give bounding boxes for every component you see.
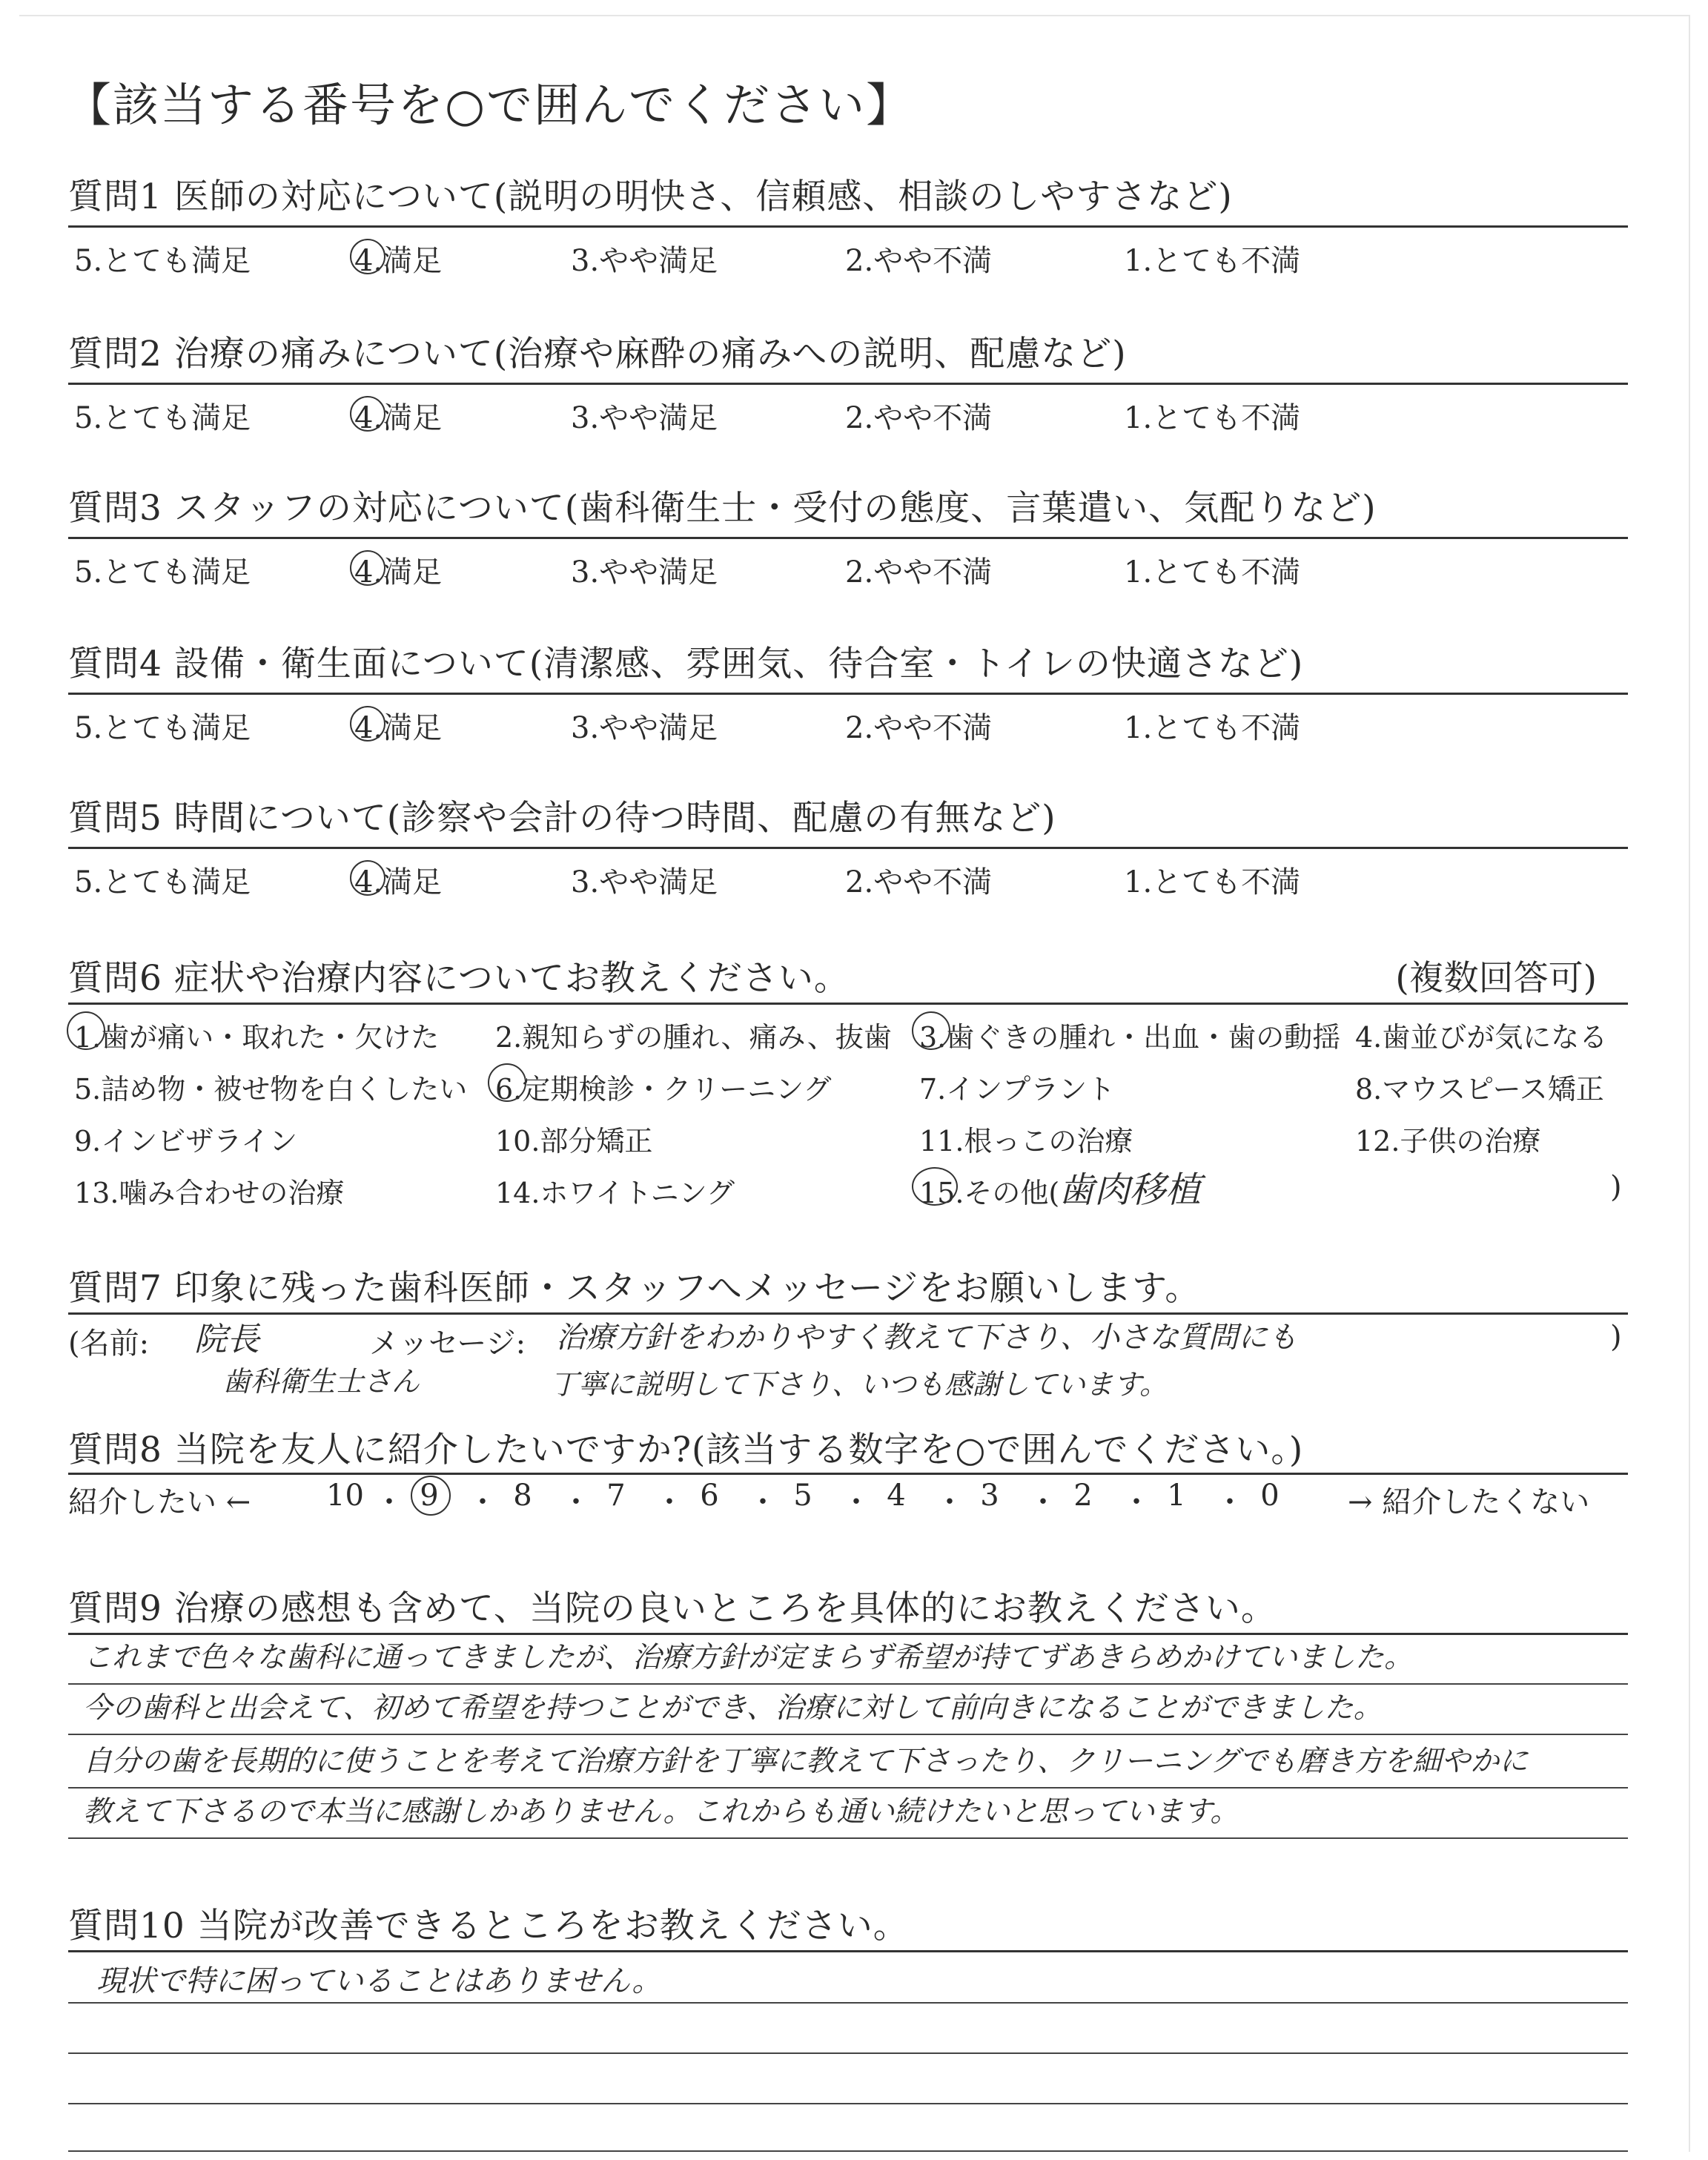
- q2-option-2[interactable]: 2.やや不満: [845, 401, 993, 435]
- q8-rule: [68, 1473, 1628, 1475]
- q6-option-9[interactable]: 9.インビザライン: [74, 1125, 298, 1157]
- q6-other-text: 歯肉移植: [1059, 1169, 1202, 1211]
- q1-option-2[interactable]: 2.やや不満: [845, 244, 993, 278]
- q3-rule: [68, 537, 1628, 539]
- q10-answer-line-1: 現状で特に困っていることはありません。: [96, 1964, 662, 1998]
- q4-title: 質問4 設備・衛生面について(清潔感、雰囲気、待合室・トイレの快適さなど): [68, 644, 1304, 684]
- q6-option-13[interactable]: 13.噛み合わせの治療: [74, 1177, 345, 1209]
- selected-circle-mark: [350, 860, 385, 896]
- q8-number-4[interactable]: 4: [887, 1479, 906, 1513]
- q7-message-line-2: 丁寧に説明して下さり、いつも感謝しています。: [550, 1368, 1168, 1401]
- q8-number-1[interactable]: 1: [1167, 1479, 1186, 1513]
- q9-answer-line-1: これまで色々な歯科に通ってきましたが、治療方針が定まらず希望が持てずあきらめかけていました。: [83, 1641, 1414, 1674]
- selected-circle-mark: [912, 1011, 950, 1050]
- q8-number-2[interactable]: 2: [1073, 1479, 1093, 1513]
- q2-option-5[interactable]: 5.とても満足: [74, 401, 251, 435]
- q6-option-6[interactable]: 6.定期検診・クリーニング: [495, 1073, 832, 1106]
- q6-option-5[interactable]: 5.詰め物・被せ物を白くしたい: [74, 1073, 468, 1106]
- scale-separator-dot: ・: [561, 1485, 591, 1519]
- q4-option-5[interactable]: 5.とても満足: [74, 711, 251, 745]
- selected-circle-mark: [411, 1476, 451, 1516]
- q7-message-label: メッセージ:: [369, 1327, 526, 1361]
- q3-option-3[interactable]: 3.やや満足: [571, 555, 718, 589]
- answer-rule: [68, 1837, 1628, 1839]
- answer-rule: [68, 1734, 1628, 1735]
- q7-close-paren: ): [1610, 1320, 1622, 1354]
- q8-number-9[interactable]: 9: [420, 1479, 439, 1513]
- q8-right-label: → 紹介したくない: [1348, 1485, 1590, 1519]
- selected-circle-mark: [350, 239, 385, 274]
- q7-name-2: 歯科衛生士さん: [222, 1365, 420, 1398]
- q6-option-15[interactable]: 15.その他(: [919, 1177, 1060, 1209]
- selected-circle-mark: [67, 1011, 105, 1050]
- q6-option-8[interactable]: 8.マウスピース矯正: [1355, 1073, 1604, 1106]
- q2-option-1[interactable]: 1.とても不満: [1124, 401, 1301, 435]
- q8-number-5[interactable]: 5: [793, 1479, 812, 1513]
- selected-circle-mark: [912, 1167, 958, 1206]
- q6-title: 質問6 症状や治療内容についてお教えください。: [68, 958, 850, 999]
- q8-number-10[interactable]: 10: [326, 1479, 364, 1513]
- q7-name-1: 院長: [194, 1321, 259, 1358]
- q1-option-5[interactable]: 5.とても満足: [74, 244, 251, 278]
- scale-separator-dot: ・: [374, 1485, 404, 1519]
- q6-option-10[interactable]: 10.部分矯正: [495, 1125, 653, 1157]
- q8-number-7[interactable]: 7: [606, 1479, 626, 1513]
- q3-option-4[interactable]: 4.満足: [354, 555, 443, 589]
- q4-rule: [68, 693, 1628, 695]
- q5-title: 質問5 時間について(診察や会計の待つ時間、配慮の有無など): [68, 798, 1056, 839]
- q3-title: 質問3 スタッフの対応について(歯科衛生士・受付の態度、言葉遣い、気配りなど): [68, 488, 1377, 529]
- q6-rule: [68, 1003, 1628, 1005]
- q2-rule: [68, 383, 1628, 385]
- answer-rule: [68, 2002, 1628, 2004]
- q8-number-3[interactable]: 3: [980, 1479, 999, 1513]
- q9-title: 質問9 治療の感想も含めて、当院の良いところを具体的にお教えください。: [68, 1588, 1277, 1629]
- scale-separator-dot: ・: [935, 1485, 964, 1519]
- q10-rule: [68, 1950, 1628, 1952]
- selected-circle-mark: [488, 1063, 526, 1102]
- q3-option-1[interactable]: 1.とても不満: [1124, 555, 1301, 589]
- q7-message-line-1: 治療方針をわかりやすく教えて下さり、小さな質問にも: [556, 1321, 1297, 1355]
- q8-number-8[interactable]: 8: [513, 1479, 532, 1513]
- scale-separator-dot: ・: [1122, 1485, 1151, 1519]
- selected-circle-mark: [350, 550, 385, 586]
- q6-note: (複数回答可): [1395, 958, 1597, 999]
- q5-option-1[interactable]: 1.とても不満: [1124, 865, 1301, 899]
- q6-option-14[interactable]: 14.ホワイトニング: [495, 1177, 735, 1209]
- q1-option-1[interactable]: 1.とても不満: [1124, 244, 1301, 278]
- q2-option-4[interactable]: 4.満足: [354, 401, 443, 435]
- selected-circle-mark: [350, 706, 385, 742]
- q1-option-4[interactable]: 4.満足: [354, 244, 443, 278]
- answer-rule: [68, 2150, 1628, 2152]
- q4-option-4[interactable]: 4.満足: [354, 711, 443, 745]
- q7-name-label: (名前:: [68, 1327, 150, 1361]
- q5-option-4[interactable]: 4.満足: [354, 865, 443, 899]
- q10-title: 質問10 当院が改善できるところをお教えください。: [68, 1906, 909, 1946]
- scale-separator-dot: ・: [841, 1485, 871, 1519]
- q1-title: 質問1 医師の対応について(説明の明快さ、信頼感、相談のしやすさなど): [68, 176, 1233, 217]
- q8-title: 質問8 当院を友人に紹介したいですか?(該当する数字を○で囲んでください。): [68, 1430, 1304, 1470]
- q4-option-2[interactable]: 2.やや不満: [845, 711, 993, 745]
- q4-option-3[interactable]: 3.やや満足: [571, 711, 718, 745]
- q9-answer-line-2: 今の歯科と出会えて、初めて希望を持つことができ、治療に対して前向きになることができました。: [83, 1691, 1383, 1725]
- survey-heading: 【該当する番号を○で囲んでください】: [65, 78, 914, 132]
- scale-separator-dot: ・: [1215, 1485, 1245, 1519]
- selected-circle-mark: [350, 396, 385, 432]
- q6-option-11[interactable]: 11.根っこの治療: [919, 1125, 1133, 1157]
- q6-option-3[interactable]: 3.歯ぐきの腫れ・出血・歯の動揺: [919, 1021, 1341, 1054]
- q2-title: 質問2 治療の痛みについて(治療や麻酔の痛みへの説明、配慮など): [68, 334, 1127, 374]
- q3-option-2[interactable]: 2.やや不満: [845, 555, 993, 589]
- scale-separator-dot: ・: [748, 1485, 778, 1519]
- scale-separator-dot: ・: [468, 1485, 497, 1519]
- q5-option-5[interactable]: 5.とても満足: [74, 865, 251, 899]
- q7-title: 質問7 印象に残った歯科医師・スタッフへメッセージをお願いします。: [68, 1268, 1201, 1309]
- q1-rule: [68, 225, 1628, 228]
- q5-option-3[interactable]: 3.やや満足: [571, 865, 718, 899]
- q8-left-label: 紹介したい ←: [68, 1485, 251, 1519]
- q6-option-7[interactable]: 7.インプラント: [919, 1073, 1116, 1106]
- q9-answer-line-4: 教えて下さるので本当に感謝しかありません。これからも通い続けたいと思っています。: [83, 1795, 1239, 1829]
- answer-rule: [68, 2103, 1628, 2104]
- q6-option-12[interactable]: 12.子供の治療: [1355, 1125, 1541, 1157]
- q4-option-1[interactable]: 1.とても不満: [1124, 711, 1301, 745]
- q6-option-4[interactable]: 4.歯並びが気になる: [1355, 1021, 1608, 1054]
- q8-number-6[interactable]: 6: [700, 1479, 719, 1513]
- q9-answer-line-3: 自分の歯を長期的に使うことを考えて治療方針を丁寧に教えて下さったり、クリーニングでも磨き方を細やかに: [83, 1745, 1529, 1778]
- scale-separator-dot: ・: [655, 1485, 684, 1519]
- answer-rule: [68, 2052, 1628, 2054]
- q6-other-close-paren: ): [1610, 1170, 1622, 1204]
- q5-rule: [68, 847, 1628, 849]
- q6-option-1[interactable]: 1.歯が痛い・取れた・欠けた: [74, 1021, 440, 1054]
- q3-option-5[interactable]: 5.とても満足: [74, 555, 251, 589]
- q6-option-2[interactable]: 2.親知らずの腫れ、痛み、抜歯: [495, 1021, 892, 1054]
- q5-option-2[interactable]: 2.やや不満: [845, 865, 993, 899]
- q8-number-0[interactable]: 0: [1260, 1479, 1280, 1513]
- q1-option-3[interactable]: 3.やや満足: [571, 244, 718, 278]
- q2-option-3[interactable]: 3.やや満足: [571, 401, 718, 435]
- scale-separator-dot: ・: [1028, 1485, 1058, 1519]
